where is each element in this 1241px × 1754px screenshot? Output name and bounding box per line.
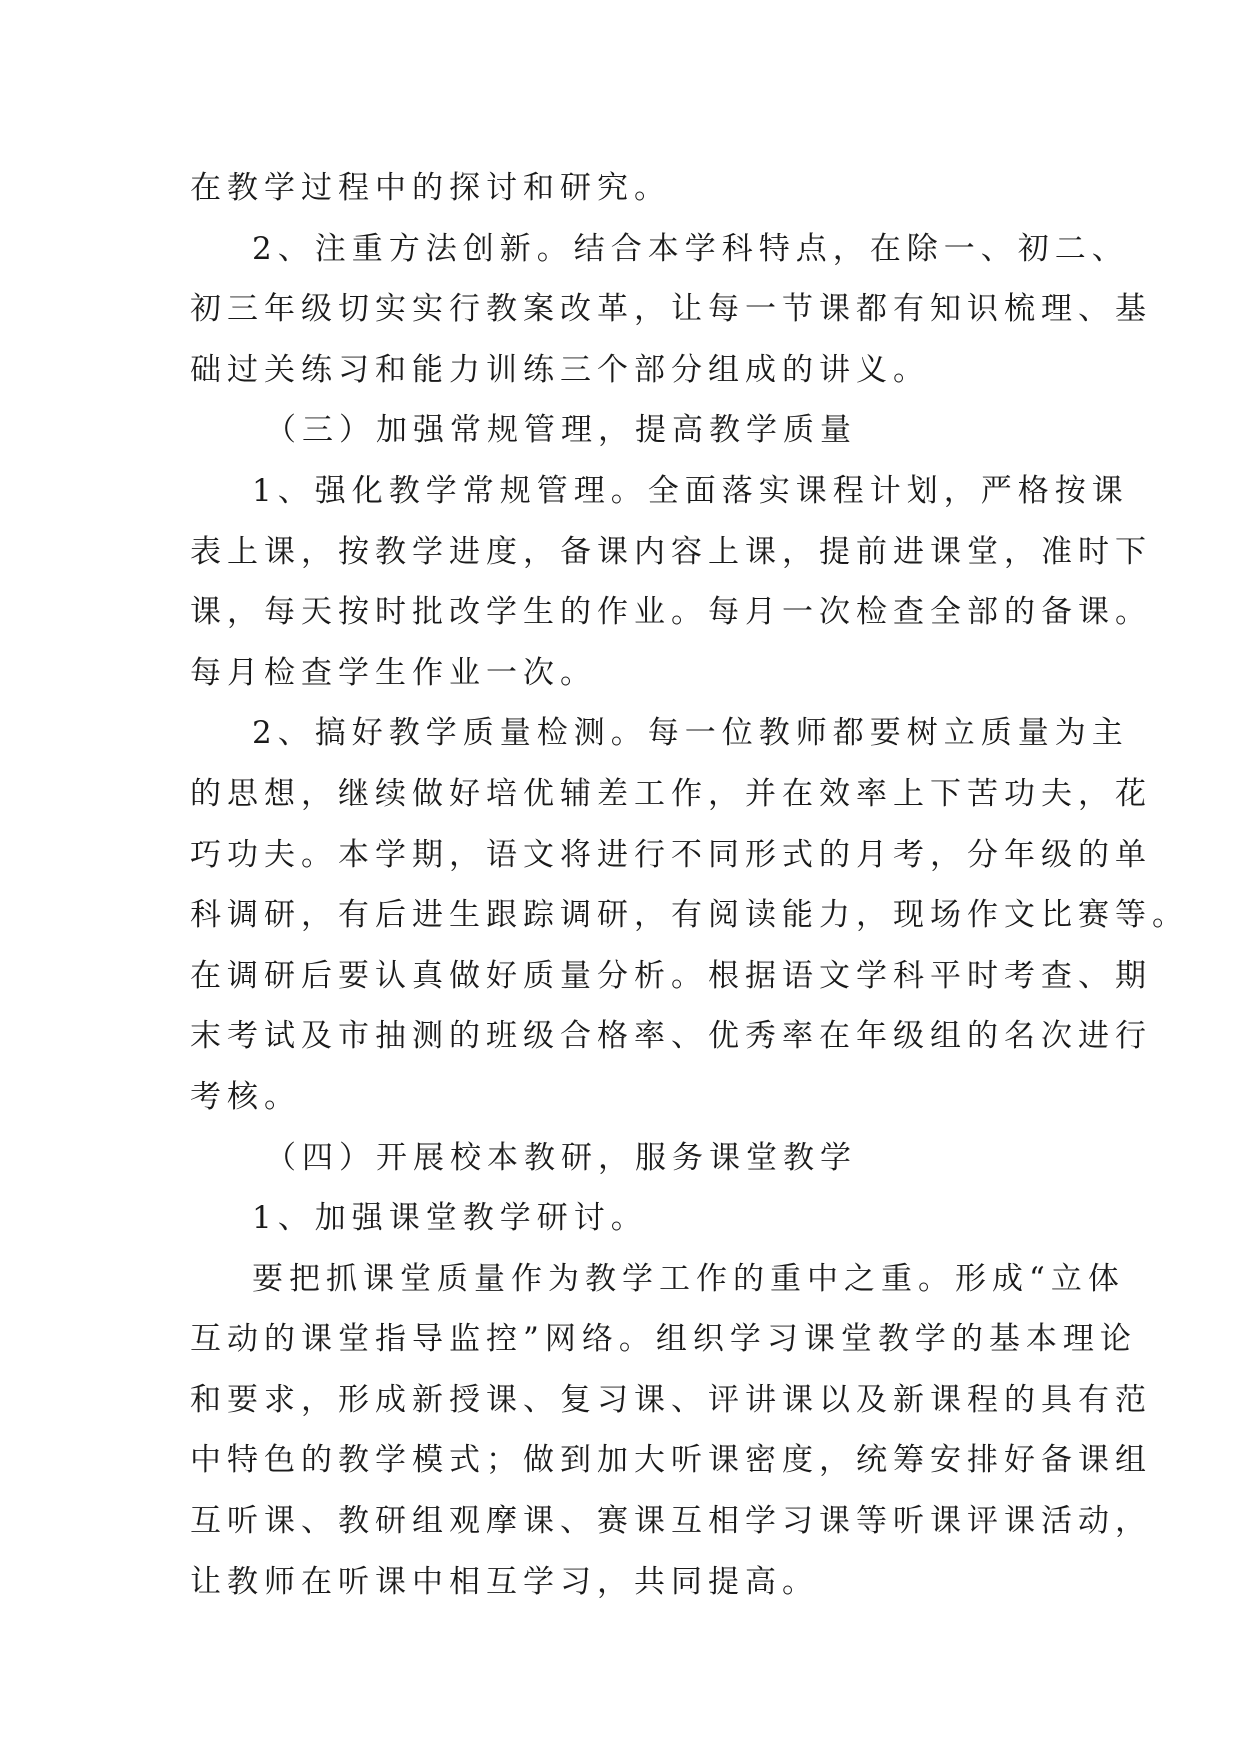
text-line: 考核。 xyxy=(190,1078,301,1115)
text-line: 中特色的教学模式；做到加大听课密度，统筹安排好备课组 xyxy=(190,1442,1152,1479)
text-line: 2、注重方法创新。结合本学科特点，在除一、初二、 xyxy=(252,230,1129,267)
text-line: 表上课，按教学进度，备课内容上课，提前进课堂，准时下 xyxy=(190,533,1152,570)
text-line: 2、搞好教学质量检测。每一位教师都要树立质量为主 xyxy=(252,715,1129,752)
text-line: 1、加强课堂教学研讨。 xyxy=(252,1200,648,1237)
document-body xyxy=(190,158,1189,1612)
section-heading: （三）加强常规管理，提高教学质量 xyxy=(265,412,857,449)
section-heading: （四）开展校本教研，服务课堂教学 xyxy=(265,1139,857,1176)
text-line: 的思想，继续做好培优辅差工作，并在效率上下苦功夫，花 xyxy=(190,775,1152,812)
text-line: 互动的课堂指导监控”网络。组织学习课堂教学的基本理论 xyxy=(190,1321,1137,1358)
text-line: 科调研，有后进生跟踪调研，有阅读能力，现场作文比赛等。 xyxy=(190,897,1189,934)
text-line: 让教师在听课中相互学习，共同提高。 xyxy=(190,1563,819,1600)
text-line: 互听课、教研组观摩课、赛课互相学习课等听课评课活动， xyxy=(190,1503,1152,1540)
text-line: 要把抓课堂质量作为教学工作的重中之重。形成“立体 xyxy=(252,1260,1125,1297)
text-line: 末考试及市抽测的班级合格率、优秀率在年级组的名次进行 xyxy=(190,1018,1152,1055)
text-line: 巧功夫。本学期，语文将进行不同形式的月考，分年级的单 xyxy=(190,836,1152,873)
text-line: 础过关练习和能力训练三个部分组成的讲义。 xyxy=(190,351,930,388)
text-line: 1、强化教学常规管理。全面落实课程计划，严格按课 xyxy=(252,472,1129,509)
text-line: 课，每天按时批改学生的作业。每月一次检查全部的备课。 xyxy=(190,594,1152,631)
text-line: 每月检查学生作业一次。 xyxy=(190,654,597,691)
text-line: 在教学过程中的探讨和研究。 xyxy=(190,170,671,206)
text-line: 和要求，形成新授课、复习课、评讲课以及新课程的具有范 xyxy=(190,1381,1152,1418)
text-line: 在调研后要认真做好质量分析。根据语文学科平时考查、期 xyxy=(190,957,1152,994)
text-line: 初三年级切实实行教案改革，让每一节课都有知识梳理、基 xyxy=(190,291,1152,328)
